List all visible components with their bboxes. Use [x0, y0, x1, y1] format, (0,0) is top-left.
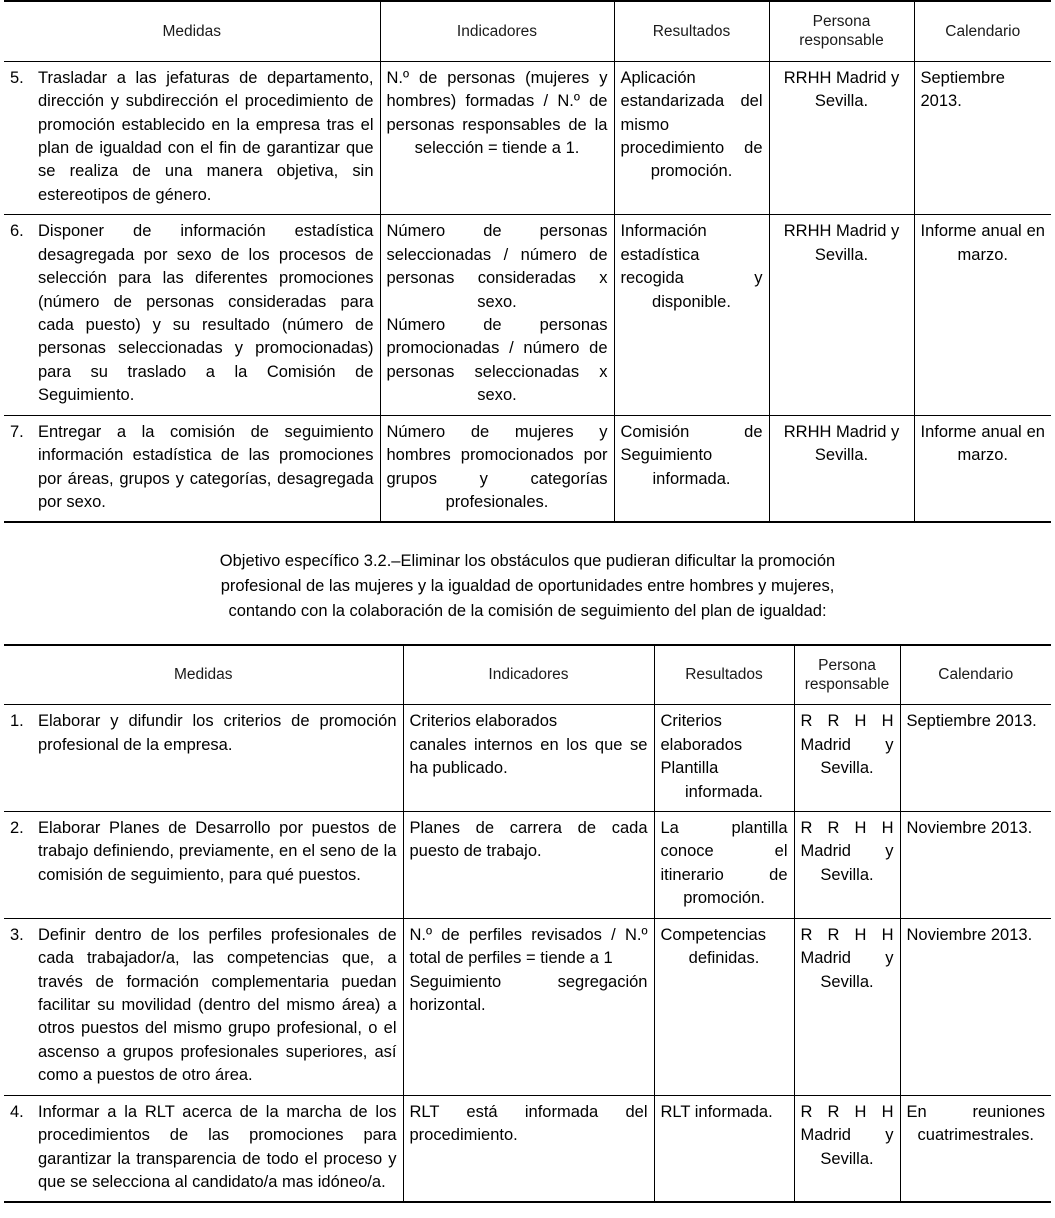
measure-text: [10, 1101, 397, 1195]
table2-header-medidas: Medidas: [4, 645, 403, 705]
table1-header-resultados: Resultados: [614, 1, 769, 61]
measure-body: Entregar a la comisión de seguimiento información estadística de las promociones por áreas, grupos y categorías, desagregada por sexo.: [38, 422, 374, 511]
table2-header-persona-responsable: [794, 645, 900, 705]
table1-header-calendario: Calendario: [914, 1, 1051, 61]
measure-text: [10, 220, 374, 407]
table2-header-row: [4, 645, 1051, 705]
measure-number: 2.: [10, 819, 24, 838]
table2-header-resultados: Resultados: [654, 645, 794, 705]
table2-row2-medida-cell: [4, 918, 403, 1095]
measure-body: Informar a la RLT acerca de la marcha de los procedimientos de las promociones para garantizar la transparencia de todo el proceso y que se selecciona al candidato/a mas idóneo/a.: [38, 1102, 397, 1191]
table2-row1-medida-cell: [4, 812, 403, 919]
table2-row2-indicador-cell: [403, 918, 654, 1095]
table2-row1-indicador-cell: Planes de carrera de cada puesto de trabajo.: [403, 812, 654, 919]
table-row: [4, 1095, 1051, 1202]
indicador-paragraph-2: Número de personas promocionadas / número de personas seleccionadas x sexo.: [386, 315, 608, 405]
indicador-paragraph-1: N.º de perfiles revisados / N.º total de perfiles = tiende a 1: [409, 925, 648, 968]
measure-text: [10, 817, 397, 887]
table2-row3-medida-cell: [4, 1095, 403, 1202]
table2-row0-persona-cell: R R H H Madrid y Sevilla.: [794, 705, 900, 812]
table2-row0-medida-cell: [4, 705, 403, 812]
measure-number: 6.: [10, 222, 24, 241]
measure-body: Trasladar a las jefaturas de departamento, dirección y subdirección el procedimiento de promoción establecido en la empresa tras el plan de igualdad con el fin de garantizar que se realiza de una manera objetiva, sin estereotipos de género.: [38, 68, 374, 204]
table2-header-persona-line1: Persona: [818, 656, 876, 674]
table2-row0-indicador-cell: [403, 705, 654, 812]
table2-header-persona-line2: responsable: [804, 675, 890, 693]
measure-body: Definir dentro de los perfiles profesionales de cada trabajador/a, las competencias que, a través de formación complementaria puedan facilitar su movilidad (dentro del mismo área) a otros puestos del mismo grupo profesional, o el ascenso a grupos profesionales superiores, así como a puestos de otro área.: [38, 925, 397, 1085]
table1-header-medidas: Medidas: [4, 1, 380, 61]
measure-number: 5.: [10, 68, 24, 87]
table-row: [4, 812, 1051, 919]
objective-line-2: profesional de las mujeres y la igualdad de oportunidades entre hombres y mujeres,: [220, 577, 835, 596]
measure-number: 3.: [10, 925, 24, 944]
table2-row1-persona-cell: R R H H Madrid y Sevilla.: [794, 812, 900, 919]
table2-row1-resultado-cell: La plantilla conoce el itinerario de promoción.: [654, 812, 794, 919]
table1-header-indicadores: Indicadores: [380, 1, 614, 61]
table-row: [4, 61, 1051, 215]
indicador-paragraph-1: Criterios elaborados: [409, 712, 558, 731]
table1-row0-calendario-cell: Septiembre 2013.: [914, 61, 1051, 215]
table2-row2-resultado-cell: Competencias definidas.: [654, 918, 794, 1095]
table2-row3-resultado-cell: RLT informada.: [654, 1095, 794, 1202]
table1-row1-resultado-cell: Información estadística recogida y disponible.: [614, 215, 769, 415]
table-row: [4, 215, 1051, 415]
table1-row0-indicador-cell: N.º de personas (mujeres y hombres) formadas / N.º de personas responsables de la selección = tiende a 1.: [380, 61, 614, 215]
measure-body: Elaborar Planes de Desarrollo por puestos de trabajo definiendo, previamente, en el seno de la comisión de seguimiento, para qué puestos.: [38, 819, 397, 884]
indicador-paragraph-2: canales internos en los que se ha publicado.: [409, 735, 648, 778]
measure-text: [10, 924, 397, 1088]
table-row: [4, 918, 1051, 1095]
measure-text: [10, 67, 374, 208]
table2-header-indicadores: Indicadores: [403, 645, 654, 705]
table2-row2-calendario-cell: Noviembre 2013.: [900, 918, 1051, 1095]
table1-row1-indicador-cell: [380, 215, 614, 415]
indicador-paragraph-2: Seguimiento segregación horizontal.: [409, 972, 648, 1014]
indicador-paragraph-1: Número de personas seleccionadas / número de personas consideradas x sexo.: [386, 222, 608, 311]
table1-header-row: [4, 1, 1051, 61]
table1-row2-calendario-cell: Informe anual en marzo.: [914, 415, 1051, 522]
measure-number: 4.: [10, 1102, 24, 1121]
table1-row2-medida-cell: [4, 415, 380, 522]
objective-line-3: contando con la colaboración de la comisión de seguimiento del plan de igualdad:: [228, 601, 827, 620]
table1-header-persona-line2: responsable: [799, 32, 884, 50]
table2-row0-resultado-cell: Criterios elaborados Plantilla informada.: [654, 705, 794, 812]
table1-row0-medida-cell: [4, 61, 380, 215]
objective-paragraph: [88, 549, 968, 623]
table1-row2-indicador-cell: Número de mujeres y hombres promocionados por grupos y categorías profesionales.: [380, 415, 614, 522]
measure-text: [10, 421, 374, 515]
table2-row3-calendario-cell: En reuniones cuatrimestrales.: [900, 1095, 1051, 1202]
table2-row3-indicador-cell: RLT está informada del procedimiento.: [403, 1095, 654, 1202]
measures-table-objective-3-1: [4, 0, 1051, 523]
table1-row1-medida-cell: [4, 215, 380, 415]
measure-number: 7.: [10, 422, 24, 441]
table1-row1-persona-cell: RRHH Madrid y Sevilla.: [769, 215, 914, 415]
table2-header-calendario: Calendario: [900, 645, 1051, 705]
measure-body: Disponer de información estadística desagregada por sexo de los procesos de selección para las diferentes promociones (número de personas consideradas para cada puesto) y su resultado (número de personas seleccionadas y promocionadas) para su traslado a la Comisión de Seguimiento.: [38, 222, 374, 405]
table-row: [4, 415, 1051, 522]
measure-text: [10, 710, 397, 757]
table1-row0-persona-cell: RRHH Madrid y Sevilla.: [769, 61, 914, 215]
table2-row0-calendario-cell: Septiembre 2013.: [900, 705, 1051, 812]
measures-table-objective-3-2: [4, 644, 1051, 1204]
table1-row2-persona-cell: RRHH Madrid y Sevilla.: [769, 415, 914, 522]
table1-header-persona-line1: Persona: [812, 13, 871, 30]
measure-body: Elaborar y difundir los criterios de promoción profesional de la empresa.: [38, 712, 397, 754]
objective-line-1: Objetivo específico 3.2.–Eliminar los obstáculos que pudieran dificultar la promoción: [219, 552, 836, 571]
table2-row2-persona-cell: R R H H Madrid y Sevilla.: [794, 918, 900, 1095]
table2-row1-calendario-cell: Noviembre 2013.: [900, 812, 1051, 919]
table1-row1-calendario-cell: Informe anual en marzo.: [914, 215, 1051, 415]
table2-row3-persona-cell: R R H H Madrid y Sevilla.: [794, 1095, 900, 1202]
table-row: [4, 705, 1051, 812]
table1-row0-resultado-cell: Aplicación estandarizada del mismo procedimiento de promoción.: [614, 61, 769, 215]
table1-header-persona-responsable: [769, 1, 914, 61]
measure-number: 1.: [10, 712, 24, 731]
table1-row2-resultado-cell: Comisión de Seguimiento informada.: [614, 415, 769, 522]
